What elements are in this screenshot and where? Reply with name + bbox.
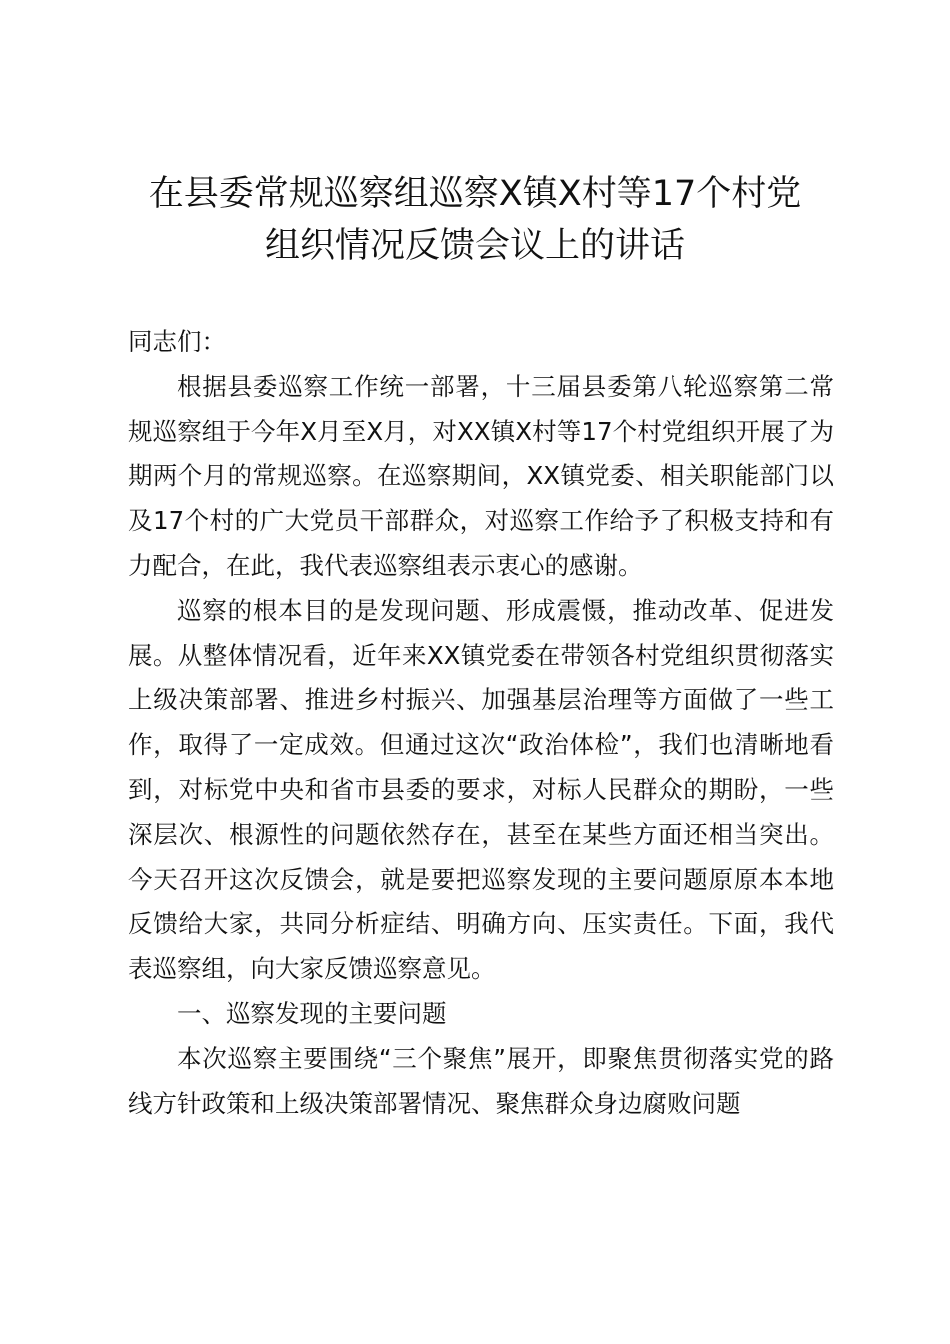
title-line-1: 在县委常规巡察组巡察X镇X村等17个村党: [148, 174, 802, 214]
title-line-2: 组织情况反馈会议上的讲话: [264, 226, 685, 266]
document-body: [128, 320, 834, 1126]
salutation: 同志们：: [128, 327, 226, 356]
section-heading: 一、巡察发现的主要问题: [177, 998, 447, 1028]
paragraph-1: 根据县委巡察工作统一部署，十三届县委第八轮巡察第二常规巡察组于今年X月至X月，对XX镇X村等17个村党组织开展了为期两个月的常规巡察。在巡察期间，XX镇党委、相关职能部门以及17个村的广大党员干部群众，对巡察工作给予了积极支持和有力配合，在此，我代表巡察组表示衷心的感谢。: [128, 371, 834, 580]
section-paragraph: 本次巡察主要围绕“三个聚焦”展开，即聚焦贯彻落实党的路线方针政策和上级决策部署情况、聚焦群众身边腐败问题: [128, 1043, 834, 1118]
paragraph-2: 巡察的根本目的是发现问题、形成震慑，推动改革、促进发展。从整体情况看，近年来XX镇党委在带领各村党组织贯彻落实上级决策部署、推进乡村振兴、加强基层治理等方面做了一些工作，取得了一定成效。但通过这次“政治体检”，我们也清晰地看到，对标党中央和省市县委的要求，对标人民群众的期盼，一些深层次、根源性的问题依然存在，甚至在某些方面还相当突出。今天召开这次反馈会，就是要把巡察发现的主要问题原原本本地反馈给大家，共同分析症结、明确方向、压实责任。下面，我代表巡察组，向大家反馈巡察意见。: [128, 595, 834, 984]
document-title: [110, 168, 840, 272]
